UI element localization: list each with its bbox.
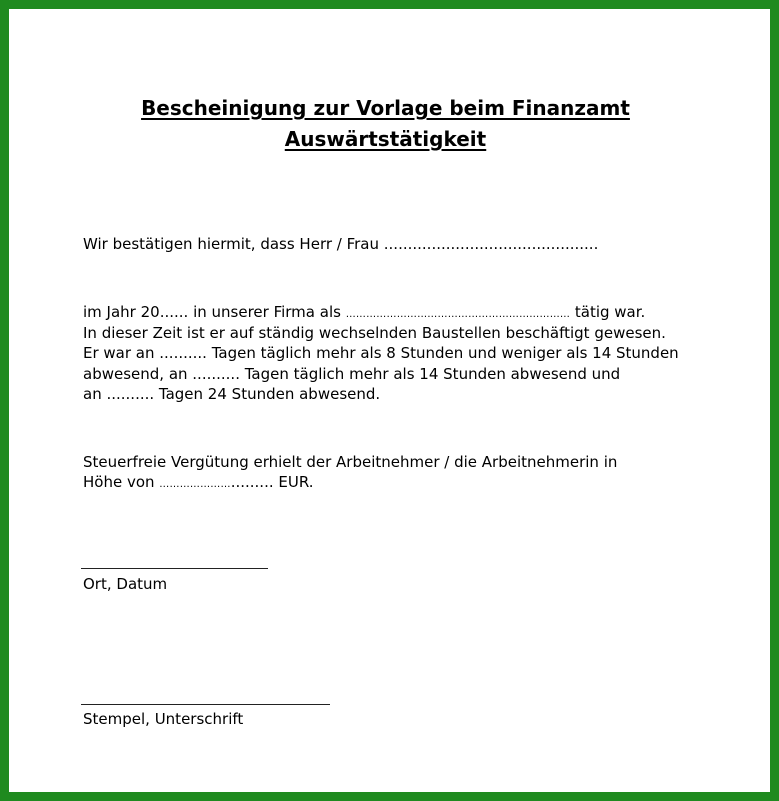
position-dots: …………………………………………………………	[345, 309, 571, 320]
place-date-label: Ort, Datum	[83, 575, 168, 593]
year-end-text: tätig war.	[570, 303, 646, 321]
days-24-line: an .......... Tagen 24 Stunden abwesend.	[83, 385, 381, 403]
document-subtitle: Auswärtstätigkeit	[284, 127, 487, 151]
construction-site-line: In dieser Zeit ist er auf ständig wechselnden Baustellen beschäftigt gewesen.	[83, 324, 666, 342]
amount-dots: …………………	[159, 479, 231, 490]
year-text: im Jahr 20...... in unserer Firma als	[83, 303, 346, 321]
year-line	[83, 302, 645, 325]
days-8-14-line: Er war an .......... Tagen täglich mehr als 8 Stunden und weniger als 14 Stunden	[83, 344, 679, 362]
days-14-line: abwesend, an .......... Tagen täglich mehr als 14 Stunden abwesend und	[83, 365, 621, 383]
document-title: Bescheinigung zur Vorlage beim Finanzamt	[141, 96, 630, 120]
amount-line	[83, 472, 314, 495]
amount-end: ......... EUR.	[230, 473, 314, 491]
compensation-line: Steuerfreie Vergütung erhielt der Arbeitnehmer / die Arbeitnehmerin in	[83, 453, 618, 471]
amount-label: Höhe von	[83, 473, 160, 491]
confirmation-line: Wir bestätigen hiermit, dass Herr / Frau .............................................	[83, 235, 599, 253]
stamp-signature-label: Stempel, Unterschrift	[83, 710, 244, 728]
place-date-signature-line	[81, 568, 268, 569]
stamp-signature-line	[81, 704, 330, 705]
